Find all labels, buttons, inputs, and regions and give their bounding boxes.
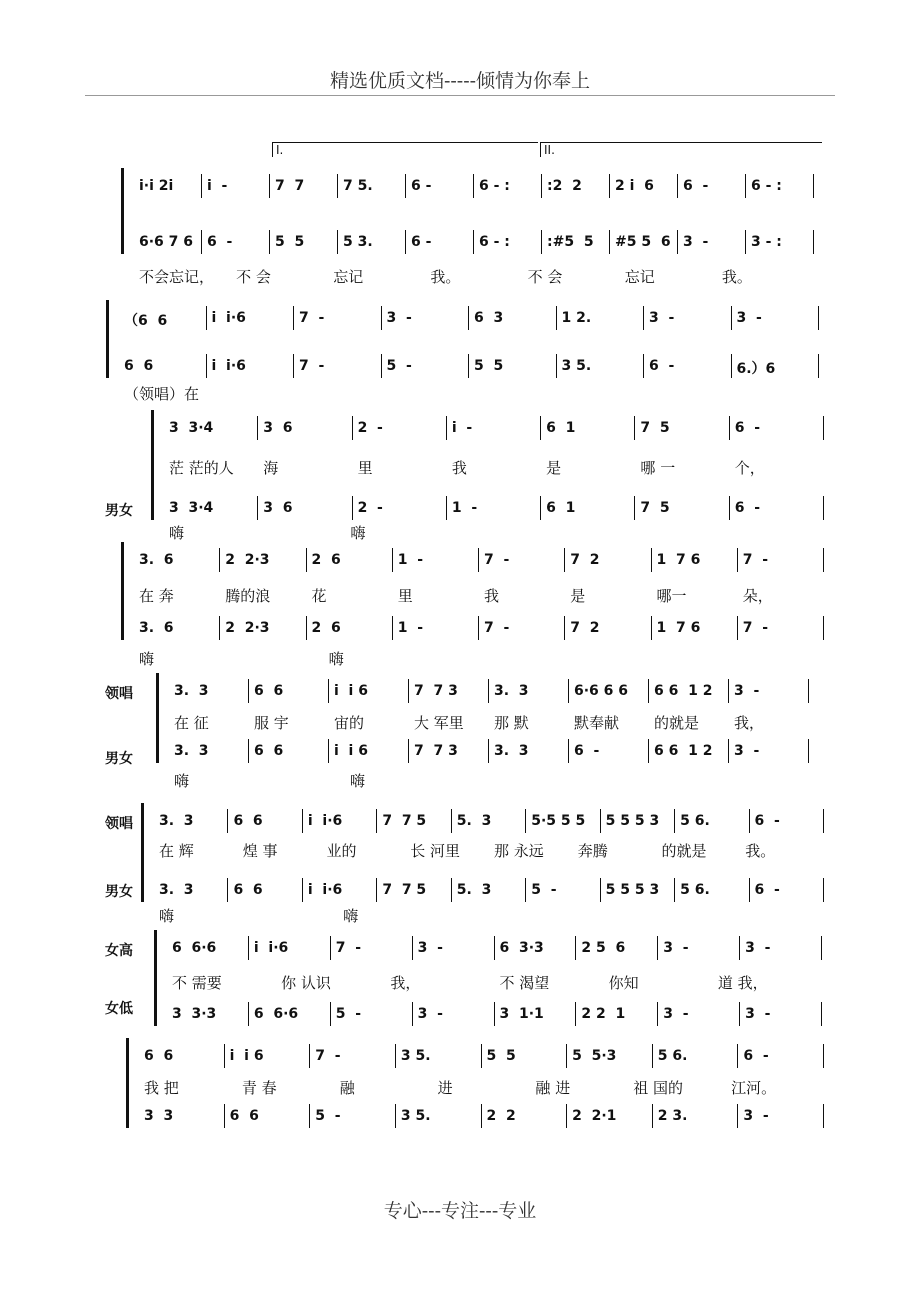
lyric-cell: （领唱）在: [124, 385, 200, 403]
upper-staff-cell: i i 6: [334, 683, 368, 699]
lower-staff-cell: 5. 3: [456, 882, 492, 898]
lower-staff-cell: 6 6: [124, 358, 154, 374]
lyric-cell: 不 会: [527, 268, 563, 286]
volta-1: I.: [272, 142, 538, 157]
lyric-cell: 腾的浪: [225, 587, 271, 605]
lyric-cell: 奔腾: [577, 842, 608, 860]
upper-staff-cell: 2 -: [357, 420, 383, 436]
lower-staff-cell: 3 -: [417, 1006, 443, 1022]
lower-staff-cell: 7 -: [299, 358, 325, 374]
lower-staff-cell: 1 -: [451, 500, 478, 516]
lyric-cell: 长 河里: [410, 842, 461, 860]
lyric-cell: 服 宇: [254, 714, 289, 732]
lyric-row: [0, 712, 920, 732]
lyric-row: [0, 972, 920, 992]
upper-staff-cell: 3. 3: [174, 683, 209, 699]
lower-staff-cell: 6 -: [734, 500, 761, 516]
upper-staff-row: [0, 310, 920, 330]
upper-staff-row: [0, 178, 920, 198]
upper-staff-cell: i -: [451, 420, 473, 436]
lower-staff-cell: 3. 3: [174, 743, 209, 759]
system-bracket: [156, 673, 159, 763]
lyric-cell: 我。: [721, 268, 752, 286]
system-bracket: [141, 803, 144, 902]
upper-staff-cell: 6 3·3: [499, 940, 544, 956]
lyric-cell: 海: [263, 459, 279, 477]
upper-staff-cell: i i·6: [307, 813, 343, 829]
upper-staff-cell: 1 2.: [561, 310, 592, 326]
lower-staff-cell: 2 2·3: [225, 620, 270, 636]
lyric-lower-cell: 嗨: [169, 524, 185, 542]
upper-staff-cell: 7 7: [275, 178, 305, 194]
lyric-cell: 茫 茫的人: [169, 459, 234, 477]
part-label: 领唱: [105, 686, 133, 702]
lower-staff-cell: 3. 6: [139, 620, 174, 636]
upper-staff-cell: 5 5 5 3: [605, 813, 660, 829]
lyric-lower-cell: 嗨: [350, 524, 366, 542]
upper-staff-cell: 3. 3: [159, 813, 194, 829]
lower-staff-cell: 3 3: [144, 1108, 174, 1124]
lyric-cell: 你知: [608, 974, 639, 992]
lower-staff-cell: 5 5: [474, 358, 504, 374]
upper-staff-cell: i i 6: [229, 1048, 264, 1064]
upper-staff-cell: 3 -: [649, 310, 675, 326]
upper-staff-cell: 6 6·6: [172, 940, 217, 956]
lower-staff-cell: 6·6 7 6: [139, 234, 194, 250]
lower-staff-cell: 3 -: [734, 743, 760, 759]
lower-staff-cell: 5 3.: [343, 234, 373, 250]
lyric-cell: 朵，: [742, 587, 773, 605]
lower-staff-cell: #5 5 6: [615, 234, 671, 250]
upper-staff-cell: 3 -: [736, 310, 762, 326]
part-label: 男女: [105, 503, 133, 519]
lyric-lower-cell: 嗨: [343, 907, 359, 925]
upper-staff-cell: 6 6: [254, 683, 284, 699]
system-bracket: [121, 168, 124, 254]
system-bracket: [121, 542, 124, 640]
lyric-cell: 里: [397, 587, 413, 605]
lower-staff-cell: 5 5: [275, 234, 305, 250]
system-bracket: [106, 300, 109, 378]
lyric-cell: 我: [451, 459, 467, 477]
lower-staff-cell: 3 3·4: [169, 500, 214, 516]
lower-staff-cell: 1 7 6: [656, 620, 701, 636]
lyric-cell: 煌 事: [242, 842, 278, 860]
lower-staff-cell: 7 -: [484, 620, 510, 636]
lower-staff-cell: 5 -: [531, 882, 557, 898]
lyric-cell: 我。: [430, 268, 461, 286]
lower-staff-cell: 2 2·1: [572, 1108, 617, 1124]
part-label: 领唱: [105, 816, 133, 832]
upper-staff-cell: 3 -: [734, 683, 760, 699]
upper-staff-cell: 1 7 6: [656, 552, 701, 568]
lower-staff-cell: i i·6: [307, 882, 343, 898]
upper-staff-cell: i·i 2i: [139, 178, 174, 194]
lower-staff-cell: 7 -: [742, 620, 769, 636]
upper-staff-cell: 7 5: [640, 420, 670, 436]
lower-staff-cell: 7 7 3: [414, 743, 458, 759]
lower-staff-cell: 6 -: [207, 234, 233, 250]
upper-staff-cell: 6 6: [144, 1048, 174, 1064]
upper-staff-cell: 6 6 1 2: [654, 683, 713, 699]
upper-staff-cell: 6 -: [734, 420, 761, 436]
part-label-lower: 男女: [105, 884, 133, 900]
lower-staff-row: [0, 882, 920, 902]
lower-staff-cell: 7 7 5: [382, 882, 427, 898]
lyric-cell: 里: [357, 459, 373, 477]
lyric-cell: 个，: [734, 459, 765, 477]
page-header: 精选优质文档-----倾情为你奉上: [329, 70, 591, 92]
lyric-cell: 进: [437, 1079, 453, 1097]
lower-staff-cell: 3 -: [663, 1006, 689, 1022]
lyric-cell: 在 奔: [139, 587, 174, 605]
lower-staff-cell: 6.）6: [736, 361, 776, 377]
lyric-cell: 在 辉: [159, 842, 194, 860]
upper-staff-cell: 5. 3: [456, 813, 492, 829]
upper-staff-cell: 3 -: [663, 940, 689, 956]
lower-staff-cell: 6 6 1 2: [654, 743, 713, 759]
lyric-cell: 在 征: [174, 714, 209, 732]
upper-staff-cell: 6 6: [233, 813, 263, 829]
upper-staff-cell: 6 - :: [751, 178, 782, 194]
volta-2: II.: [540, 142, 822, 157]
upper-staff-cell: 2 5 6: [581, 940, 626, 956]
lower-staff-row: [0, 743, 920, 763]
lyric-cell: 我，: [734, 714, 765, 732]
lower-staff-cell: 3 5.: [561, 358, 592, 374]
lyric-row: [0, 585, 920, 605]
lyric-cell: 宙的: [334, 714, 365, 732]
upper-staff-cell: i -: [207, 178, 228, 194]
lyric-cell: 的就是: [654, 714, 700, 732]
lower-staff-row: [0, 358, 920, 378]
lyric-cell: 那 默: [494, 714, 529, 732]
upper-staff-cell: 3 -: [386, 310, 412, 326]
system-bracket: [126, 1038, 129, 1128]
upper-staff-cell: 7 2: [570, 552, 600, 568]
upper-staff-cell: 7 -: [335, 940, 362, 956]
lyric-cell: 的就是: [661, 842, 707, 860]
lyric-cell: 是: [546, 459, 562, 477]
lower-staff-cell: 6 1: [546, 500, 576, 516]
lower-staff-cell: 5 -: [335, 1006, 362, 1022]
upper-staff-cell: 5 6.: [680, 813, 710, 829]
lyric-row: [0, 383, 920, 403]
header-rule: [85, 95, 835, 96]
lyric-cell: 花: [311, 587, 327, 605]
upper-staff-cell: 6 -: [743, 1048, 769, 1064]
lower-staff-row: [0, 1108, 920, 1128]
upper-staff-cell: 1 -: [397, 552, 424, 568]
upper-staff-cell: 6 3: [474, 310, 504, 326]
part-label-lower: 男女: [105, 751, 133, 767]
lyric-cell: 那 永远: [494, 842, 544, 860]
lyric-cell: 不 需要: [172, 974, 222, 992]
lower-staff-row: [0, 1006, 920, 1026]
upper-staff-cell: 6 -: [683, 178, 709, 194]
upper-staff-cell: 7 -: [299, 310, 325, 326]
upper-staff-cell: 6·6 6 6: [574, 683, 629, 699]
page-footer: 专心---专注---专业: [383, 1200, 537, 1222]
upper-staff-cell: 6 - :: [479, 178, 510, 194]
lyric-cell: 不 会: [236, 268, 271, 286]
lower-staff-row: [0, 500, 920, 520]
system-bracket: [154, 930, 157, 1026]
lower-staff-cell: 3 -: [683, 234, 709, 250]
upper-staff-cell: 5·5 5 5: [531, 813, 586, 829]
upper-staff-cell: 6 -: [754, 813, 780, 829]
lower-staff-cell: 6 - :: [479, 234, 510, 250]
lyric-row: [0, 840, 920, 860]
upper-staff-cell: 5 5: [486, 1048, 516, 1064]
lyric-cell: 忘记: [624, 268, 655, 286]
upper-staff-cell: i i·6: [253, 940, 289, 956]
lower-staff-cell: 6 -: [754, 882, 780, 898]
lower-staff-cell: 5 -: [386, 358, 412, 374]
lower-staff-cell: 1 -: [397, 620, 424, 636]
upper-staff-cell: （6 6: [124, 313, 168, 329]
lyric-cell: 你 认识: [281, 974, 331, 992]
lyric-row: [0, 457, 920, 477]
lyric-cell: 我。: [745, 842, 776, 860]
upper-staff-cell: 2 2·3: [225, 552, 270, 568]
lower-staff-cell: 2 3.: [657, 1108, 688, 1124]
lower-staff-cell: 3 - :: [751, 234, 782, 250]
lyric-lower-row: [0, 905, 920, 925]
lyric-cell: 江河。: [731, 1079, 777, 1097]
lyric-cell: 道 我，: [717, 974, 768, 992]
lyric-cell: 融: [339, 1079, 355, 1097]
lower-staff-cell: 2 6: [311, 620, 341, 636]
upper-staff-cell: i i·6: [211, 310, 246, 326]
upper-staff-cell: 3 6: [263, 420, 293, 436]
lower-staff-cell: 3 -: [743, 1108, 769, 1124]
part-label: 女高: [105, 943, 133, 959]
lower-staff-row: [0, 620, 920, 640]
upper-staff-cell: 6 -: [411, 178, 432, 194]
lyric-cell: 不 渴望: [499, 974, 550, 992]
lower-staff-cell: 6 6: [229, 1108, 259, 1124]
lower-staff-cell: 6 -: [649, 358, 675, 374]
lyric-row: [0, 266, 920, 286]
upper-staff-cell: 7 5.: [343, 178, 373, 194]
lyric-cell: 业的: [326, 842, 357, 860]
lower-staff-cell: 6 -: [574, 743, 600, 759]
lyric-lower-cell: 嗨: [139, 650, 155, 668]
upper-staff-row: [0, 813, 920, 833]
lower-staff-cell: 3 -: [745, 1006, 771, 1022]
upper-staff-cell: 7 -: [484, 552, 510, 568]
part-label-lower: 女低: [105, 1001, 133, 1017]
lower-staff-cell: 7 5: [640, 500, 670, 516]
upper-staff-cell: 6 1: [546, 420, 576, 436]
system-bracket: [151, 410, 154, 520]
upper-staff-cell: 3. 6: [139, 552, 174, 568]
lyric-cell: 哪 一: [640, 459, 676, 477]
lower-staff-cell: 5 6.: [680, 882, 710, 898]
lyric-cell: 我: [484, 587, 500, 605]
lower-staff-cell: 3 3·3: [172, 1006, 217, 1022]
upper-staff-cell: 7 -: [315, 1048, 341, 1064]
upper-staff-row: [0, 552, 920, 572]
lower-staff-cell: :#5 5: [547, 234, 594, 250]
upper-staff-cell: 3 -: [417, 940, 443, 956]
lower-staff-cell: 2 2: [486, 1108, 516, 1124]
upper-staff-cell: :2 2: [547, 178, 582, 194]
lower-staff-cell: 6 6·6: [253, 1006, 299, 1022]
upper-staff-cell: 3 5.: [400, 1048, 431, 1064]
lyric-lower-row: [0, 522, 920, 542]
lyric-cell: 哪一: [656, 587, 687, 605]
upper-staff-row: [0, 940, 920, 960]
lyric-cell: 忘记: [333, 268, 364, 286]
lyric-cell: 我，: [390, 974, 421, 992]
lower-staff-cell: 2 -: [357, 500, 383, 516]
upper-staff-cell: 3. 3: [494, 683, 529, 699]
upper-staff-row: [0, 683, 920, 703]
lyric-cell: 大 军里: [414, 714, 464, 732]
upper-staff-cell: 5 6.: [657, 1048, 688, 1064]
lower-staff-cell: 3 1·1: [499, 1006, 544, 1022]
upper-staff-cell: 2 i 6: [615, 178, 654, 194]
lower-staff-cell: 3. 3: [159, 882, 194, 898]
lyric-cell: 融 进: [535, 1079, 571, 1097]
lower-staff-cell: 6 -: [411, 234, 432, 250]
lyric-cell: 我 把: [144, 1079, 179, 1097]
upper-staff-row: [0, 420, 920, 440]
upper-staff-cell: 2 6: [311, 552, 341, 568]
lower-staff-cell: 3 5.: [400, 1108, 431, 1124]
upper-staff-cell: 7 -: [742, 552, 769, 568]
lyric-cell: 不会忘记，: [139, 268, 215, 286]
upper-staff-cell: 3 -: [745, 940, 771, 956]
lyric-cell: 祖 国的: [633, 1079, 684, 1097]
lyric-lower-row: [0, 648, 920, 668]
lower-staff-cell: i i·6: [211, 358, 246, 374]
upper-staff-cell: 7 7 5: [382, 813, 427, 829]
lower-staff-cell: 7 2: [570, 620, 600, 636]
lower-staff-row: [0, 234, 920, 254]
upper-staff-cell: 5 5·3: [572, 1048, 617, 1064]
lyric-lower-cell: 嗨: [159, 907, 175, 925]
upper-staff-cell: 7 7 3: [414, 683, 458, 699]
lyric-cell: 默奉献: [574, 714, 620, 732]
lower-staff-cell: 3. 3: [494, 743, 529, 759]
lower-staff-cell: 5 -: [315, 1108, 341, 1124]
lyric-lower-row: [0, 770, 920, 790]
lower-staff-cell: i i 6: [334, 743, 368, 759]
lower-staff-cell: 6 6: [233, 882, 263, 898]
upper-staff-row: [0, 1048, 920, 1068]
lyric-row: [0, 1077, 920, 1097]
lyric-lower-cell: 嗨: [328, 650, 344, 668]
lyric-cell: 青 春: [241, 1079, 277, 1097]
lower-staff-cell: 3 6: [263, 500, 293, 516]
lower-staff-cell: 2 2 1: [581, 1006, 626, 1022]
upper-staff-cell: 3 3·4: [169, 420, 214, 436]
lyric-cell: 是: [570, 587, 586, 605]
lower-staff-cell: 5 5 5 3: [605, 882, 660, 898]
lyric-lower-cell: 嗨: [350, 772, 366, 790]
lyric-lower-cell: 嗨: [174, 772, 190, 790]
lower-staff-cell: 6 6: [254, 743, 284, 759]
